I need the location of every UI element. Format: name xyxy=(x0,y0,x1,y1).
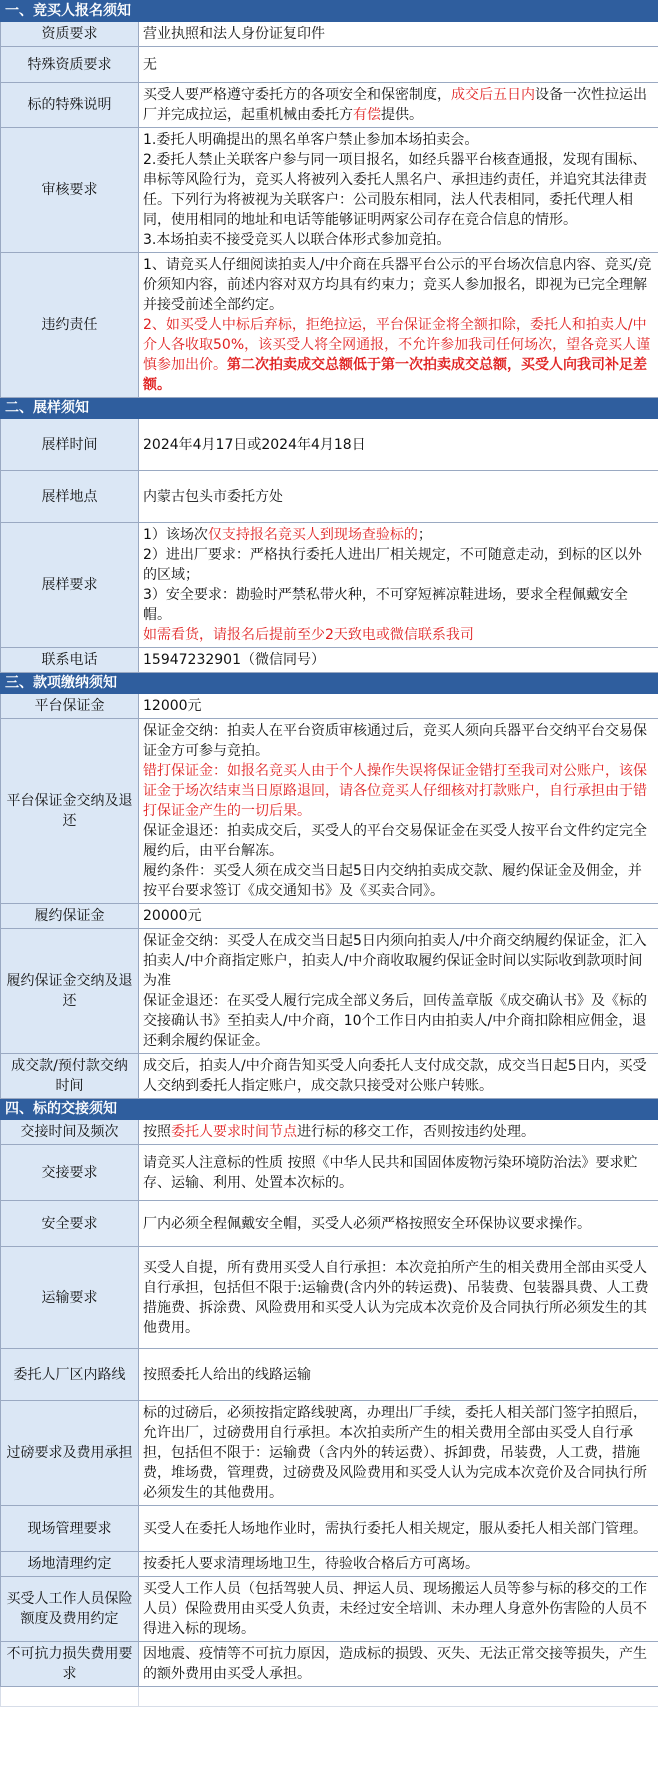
row-label: 标的特殊说明 xyxy=(1,83,139,128)
row-label: 平台保证金 xyxy=(1,694,139,719)
row-value: 无 xyxy=(139,47,658,83)
row-label: 特殊资质要求 xyxy=(1,47,139,83)
row-perf-refund xyxy=(1,929,658,1054)
section-header-2: 二、展样须知 xyxy=(1,398,658,419)
highlight-onsite: 仅支持报名竞买人到现场查验标的 xyxy=(207,527,418,543)
platform-line-1: 保证金交纳：拍卖人在平台资质审核通过后，竞买人须向兵器平台交纳平台交易保证金方可参与竞拍。 xyxy=(143,723,647,759)
section-header-1: 一、竞买人报名须知 xyxy=(1,1,658,22)
view-req-line-3: 3）安全要求：勘验时严禁私带火种，不可穿短裤凉鞋进场，要求全程佩戴安全帽。 xyxy=(143,587,628,623)
review-line-1: 1.委托人明确提出的黑名单客户禁止参加本场拍卖会。 xyxy=(143,132,479,148)
perf-line-2: 保证金退还：在买受人履行完成全部义务后，回传盖章版《成交确认书》及《标的交接确认书》至拍卖人/中介商，10个工作日内由拍卖人/中介商扣除相应佣金，退还剩余履约保证金。 xyxy=(143,993,647,1049)
row-label: 现场管理要求 xyxy=(1,1506,139,1552)
platform-line-4: 履约条件：买受人须在成交当日起5日内交纳拍卖成交款、履约保证金及佣金，并按平台要求签订《成交通知书》及《买卖合同》。 xyxy=(143,863,642,899)
text-segment: 1）该场次 xyxy=(143,527,208,543)
text-segment: 进行标的移交工作，否则按违约处理。 xyxy=(297,1124,535,1140)
row-contact xyxy=(1,648,658,673)
row-payment xyxy=(1,1054,658,1099)
row-label: 交接时间及频次 xyxy=(1,1120,139,1145)
highlight-deadline: 成交后五日内 xyxy=(451,87,535,103)
row-view-place xyxy=(1,471,658,523)
row-label: 联系电话 xyxy=(1,648,139,673)
row-label: 展样要求 xyxy=(1,523,139,648)
section-header-4: 四、标的交接须知 xyxy=(1,1099,658,1120)
row-value: 成交后，拍卖人/中介商告知买受人向委托人支付成交款，成交当日起5日内，买受人交纳到委托人指定账户，成交款只接受对公账户转账。 xyxy=(139,1054,658,1099)
row-view-time xyxy=(1,419,658,471)
text-segment: 按照 xyxy=(143,1124,171,1140)
row-insurance xyxy=(1,1577,658,1642)
row-label: 运输要求 xyxy=(1,1247,139,1349)
view-req-line-2: 2）进出厂要求：严格执行委托人进出厂相关规定，不可随意走动，到标的区以外的区域； xyxy=(143,547,642,583)
row-value: 买受人在委托人场地作业时，需执行委托人相关规定，服从委托人相关部门管理。 xyxy=(139,1506,658,1552)
text-segment: ； xyxy=(417,527,432,543)
row-value xyxy=(139,929,658,1054)
text-segment: 买受人要严格遵守委托方的各项安全和保密制度， xyxy=(143,87,451,103)
row-value: 2024年4月17日或2024年4月18日 xyxy=(139,419,658,471)
row-value xyxy=(139,523,658,648)
row-value xyxy=(139,128,658,253)
row-route xyxy=(1,1349,658,1401)
row-label: 展样时间 xyxy=(1,419,139,471)
row-platform-deposit xyxy=(1,694,658,719)
row-label: 平台保证金交纳及退还 xyxy=(1,719,139,904)
platform-line-2: 错打保证金：如报名竞买人由于个人操作失误将保证金错打至我司对公账户，该保证金于场次结束当日原路退回，请各位竞买人仔细核对打款账户，自行承担由于错打保证金产生的一切后果。 xyxy=(143,763,647,819)
highlight-paid: 有偿 xyxy=(353,107,381,123)
text-segment: 提供。 xyxy=(381,107,423,123)
perf-line-1: 保证金交纳：买受人在成交当日起5日内须向拍卖人/中介商交纳履约保证金，汇入拍卖人/中介商指定账户，拍卖人/中介商收取履约保证金时间以实际收到款项时间为准 xyxy=(143,933,647,989)
row-value: 因地震、疫情等不可抗力原因，造成标的损毁、灭失、无法正常交接等损失，产生的额外费用由买受人承担。 xyxy=(139,1642,658,1687)
contact-phone: 15947232901（微信同号） xyxy=(139,648,658,673)
row-value xyxy=(139,253,658,398)
row-special-qualification xyxy=(1,47,658,83)
row-label: 违约责任 xyxy=(1,253,139,398)
row-perf-deposit xyxy=(1,904,658,929)
row-platform-refund xyxy=(1,719,658,904)
row-value: 营业执照和法人身份证复印件 xyxy=(139,22,658,47)
row-value: 20000元 xyxy=(139,904,658,929)
row-force-majeure xyxy=(1,1642,658,1687)
text-segment: 设备一次性拉运出厂并完成拉运，起重机械由委托方 xyxy=(143,87,647,123)
row-weighing xyxy=(1,1401,658,1506)
row-value: 请竞买人注意标的性质 按照《中华人民共和国固体废物污染环境防治法》要求贮存、运输、利用、处置本次标的。 xyxy=(139,1145,658,1201)
row-handover-time xyxy=(1,1120,658,1145)
row-breach xyxy=(1,253,658,398)
row-label: 不可抗力损失费用要求 xyxy=(1,1642,139,1687)
row-label: 安全要求 xyxy=(1,1201,139,1247)
row-value: 厂内必须全程佩戴安全帽，买受人必须严格按照安全环保协议要求操作。 xyxy=(139,1201,658,1247)
row-label: 资质要求 xyxy=(1,22,139,47)
row-label: 展样地点 xyxy=(1,471,139,523)
breach-line-2: 2、如买受人中标后弃标，拒绝拉运，平台保证金将全额扣除，委托人和拍卖人/中介人各收取50%，该买受人将全网通报，不允许参加我司任何场次，望各竞买人谨慎参加出价。 xyxy=(143,317,651,373)
row-label: 场地清理约定 xyxy=(1,1552,139,1577)
view-req-line-4: 如需看货，请报名后提前至少2天致电或微信联系我司 xyxy=(143,627,474,643)
review-line-3: 3.本场拍卖不接受竞买人以联合体形式参加竞拍。 xyxy=(143,232,451,248)
empty-grid-row xyxy=(1,1687,658,1707)
row-handover-req xyxy=(1,1145,658,1201)
section-header-3: 三、款项缴纳须知 xyxy=(1,673,658,694)
row-cleanup xyxy=(1,1552,658,1577)
row-review xyxy=(1,128,658,253)
view-req-line-1 xyxy=(143,525,654,545)
row-label: 审核要求 xyxy=(1,128,139,253)
row-value: 12000元 xyxy=(139,694,658,719)
row-value: 买受人工作人员（包括驾驶人员、押运人员、现场搬运人员等参与标的移交的工作人员）保险费用由买受人负责，未经过安全培训、未办理人身意外伤害险的人员不得进入标的现场。 xyxy=(139,1577,658,1642)
row-label: 过磅要求及费用承担 xyxy=(1,1401,139,1506)
row-label: 委托人厂区内路线 xyxy=(1,1349,139,1401)
platform-line-3: 保证金退还：拍卖成交后，买受人的平台交易保证金在买受人按平台文件约定完全履约后，由平台解冻。 xyxy=(143,823,647,859)
breach-line-3: 第二次拍卖成交总额低于第一次拍卖成交总额，买受人向我司补足差额。 xyxy=(143,357,647,393)
row-value: 按委托人要求清理场地卫生，待验收合格后方可离场。 xyxy=(139,1552,658,1577)
row-qualification xyxy=(1,22,658,47)
row-site-mgmt xyxy=(1,1506,658,1552)
row-label: 交接要求 xyxy=(1,1145,139,1201)
row-value: 买受人自提，所有费用买受人自行承担：本次竞拍所产生的相关费用全部由买受人自行承担，包括但不限于:运输费(含内外的转运费)、吊装费、包装器具费、人工费措施费、拆涂费、风险费用和买受人认为完成本次竞价及合同执行所必须发生的其他费用。 xyxy=(139,1247,658,1349)
row-value xyxy=(139,1120,658,1145)
review-line-2: 2.委托人禁止关联客户参与同一项目报名，如经兵器平台核查通报，发现有围标、串标等风险行为，竞买人将被列入委托人黑名户、承担违约责任，并追究其法律责任。下列行为将被视为关联客户：公司股东相同，法人代表相同，委托代理人相同，使用相同的地址和电话等能够证明两家公司存在竞合信息的情形。 xyxy=(143,152,647,228)
row-value xyxy=(139,83,658,128)
row-value xyxy=(139,719,658,904)
row-value: 按照委托人给出的线路运输 xyxy=(139,1349,658,1401)
row-safety xyxy=(1,1201,658,1247)
breach-line-1: 1、请竞买人仔细阅读拍卖人/中介商在兵器平台公示的平台场次信息内容、竞买/竞价须知内容，前述内容对双方均具有约束力；竞买人参加报名，即视为已完全理解并接受前述全部约定。 xyxy=(143,257,652,313)
row-value: 内蒙古包头市委托方处 xyxy=(139,471,658,523)
row-label: 履约保证金 xyxy=(1,904,139,929)
row-label: 履约保证金交纳及退还 xyxy=(1,929,139,1054)
row-value: 标的过磅后，必须按指定路线驶离，办理出厂手续，委托人相关部门签字拍照后，允许出厂，过磅费用自行承担。本次拍卖所产生的相关费用全部由买受人自行承担，包括但不限于：运输费（含内外的转运费）、拆卸费，吊装费，人工费，措施费，堆场费，管理费，过磅费及风险费用和买受人认为完成本次竞价及合同执行所必须发生的其他费用。 xyxy=(139,1401,658,1506)
row-transport xyxy=(1,1247,658,1349)
row-label: 买受人工作人员保险额度及费用约定 xyxy=(1,1577,139,1642)
row-special-note xyxy=(1,83,658,128)
row-label: 成交款/预付款交纳时间 xyxy=(1,1054,139,1099)
row-view-req xyxy=(1,523,658,648)
highlight-time-node: 委托人要求时间节点 xyxy=(171,1124,297,1140)
